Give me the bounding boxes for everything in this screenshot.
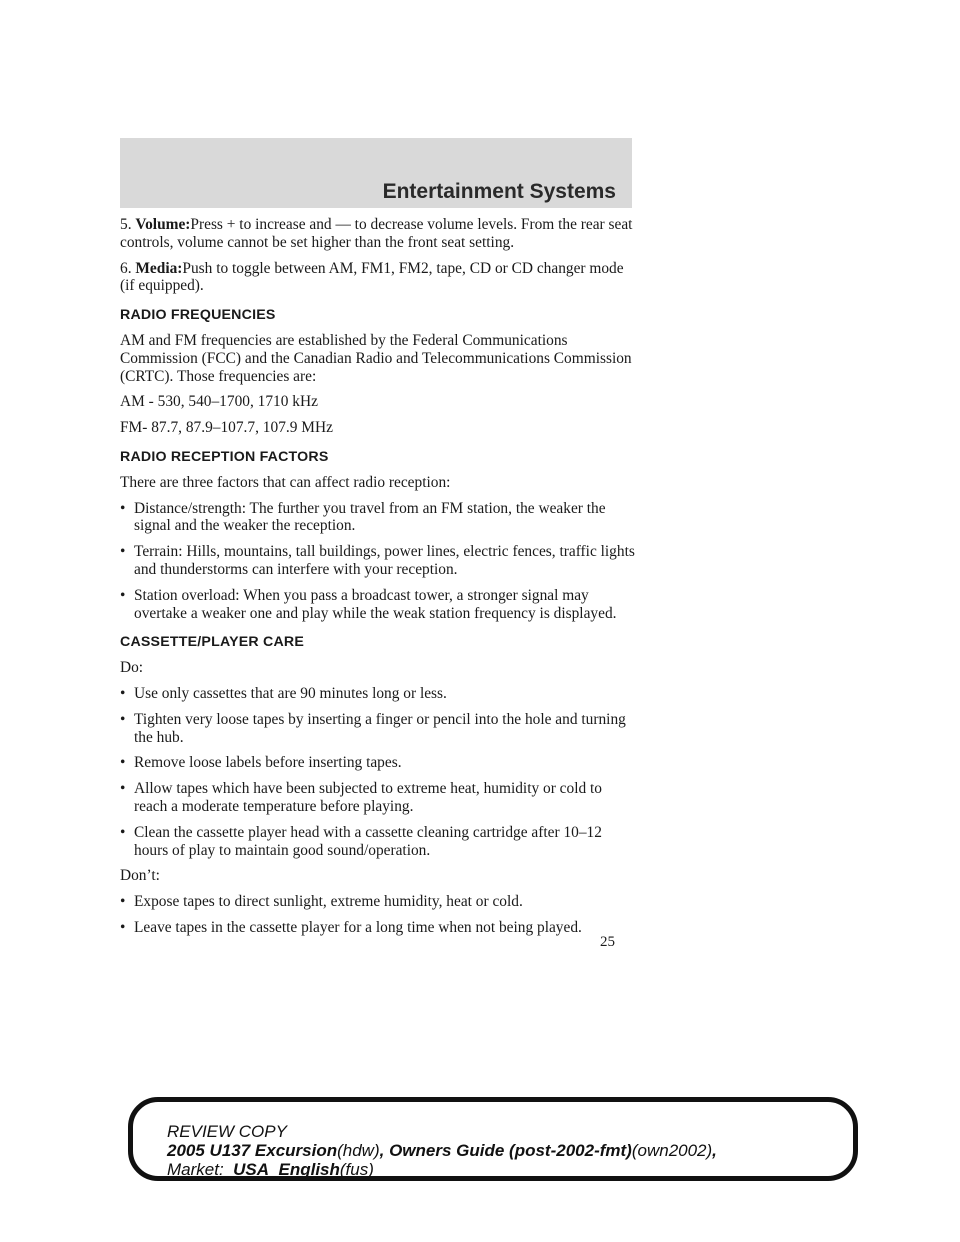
market-value: USA_English (233, 1160, 340, 1179)
bullet-icon: • (120, 754, 126, 772)
model-code: (hdw) (337, 1141, 380, 1160)
bullet-text: Tighten very loose tapes by inserting a finger or pencil into the hole and turning the hub. (134, 710, 626, 746)
fm-frequencies: FM- 87.7, 87.9–107.7, 107.9 MHz (120, 419, 333, 437)
bullet-icon: • (120, 780, 126, 798)
bullet-icon: • (120, 823, 126, 841)
list-item (120, 685, 635, 703)
bullet-text: Terrain: Hills, mountains, tall buildings, power lines, electric fences, traffic lights and thunderstorms can interfere with your reception. (134, 543, 635, 578)
page-content (120, 216, 635, 945)
do-label: Do: (120, 659, 144, 677)
header-band (120, 138, 632, 208)
list-item (120, 711, 635, 747)
list-item (120, 824, 635, 860)
review-copy-box (128, 1097, 858, 1181)
list-item (120, 543, 635, 579)
bullet-text: Use only cassettes that are 90 minutes long or less. (134, 684, 447, 702)
bullet-icon: • (120, 893, 126, 911)
item-text: Push to toggle between AM, FM1, FM2, tape, CD or CD changer mode (if equipped). (120, 259, 624, 295)
item-media (120, 260, 635, 296)
dont-label: Don’t: (120, 867, 160, 885)
bullet-icon: • (120, 684, 126, 702)
market-label: Market: (167, 1160, 224, 1179)
bullet-text: Leave tapes in the cassette player for a long time when not being played. (134, 918, 582, 936)
bullet-icon: • (120, 586, 126, 604)
item-number: 6. (120, 259, 132, 277)
list-item (120, 587, 635, 623)
bullet-text: Allow tapes which have been subjected to extreme heat, humidity or cold to reach a moderate temperature before playing. (134, 780, 602, 815)
bullet-icon: • (120, 543, 126, 561)
bullet-icon: • (120, 918, 126, 936)
section-title: Entertainment Systems (382, 180, 616, 203)
heading-radio-frequencies: RADIO FREQUENCIES (120, 307, 276, 324)
item-text: Press + to increase and — to decrease volume levels. From the rear seat controls, volume cannot be set higher than the front seat setting. (120, 216, 633, 251)
guide-code: (own2002) (631, 1141, 713, 1160)
bullet-text: Clean the cassette player head with a cassette cleaning cartridge after 10–12 hours of play to maintain good sound/operation. (134, 823, 602, 859)
paragraph: There are three factors that can affect radio reception: (120, 473, 451, 491)
list-item (120, 919, 635, 937)
separator: , (712, 1141, 717, 1160)
bullet-icon: • (120, 710, 126, 728)
am-frequencies: AM - 530, 540–1700, 1710 kHz (120, 393, 318, 411)
model-name: 2005 U137 Excursion (167, 1141, 338, 1160)
bullet-text: Station overload: When you pass a broadcast tower, a stronger signal may overtake a weaker one and play while the weak station frequency is displayed. (134, 586, 617, 622)
list-item (120, 893, 635, 911)
review-line-3 (167, 1160, 843, 1179)
review-copy-text (167, 1122, 843, 1179)
list-item (120, 500, 635, 536)
item-label: Volume: (135, 216, 191, 233)
page-number: 25 (600, 934, 615, 950)
guide-name: Owners Guide (post-2002-fmt) (389, 1141, 632, 1160)
list-item (120, 754, 635, 772)
market-code: (fus) (339, 1160, 374, 1179)
bullet-icon: • (120, 499, 126, 517)
item-volume (120, 216, 635, 252)
list-item (120, 780, 635, 816)
review-line-1: REVIEW COPY (167, 1122, 287, 1141)
bullet-text: Remove loose labels before inserting tapes. (134, 754, 402, 772)
heading-cassette-care: CASSETTE/PLAYER CARE (120, 634, 305, 651)
bullet-text: Distance/strength: The further you travel from an FM station, the weaker the signal and the weaker the reception. (134, 499, 606, 535)
heading-reception-factors: RADIO RECEPTION FACTORS (120, 448, 329, 465)
review-line-2 (167, 1141, 843, 1160)
separator: , (379, 1141, 390, 1160)
bullet-text: Expose tapes to direct sunlight, extreme humidity, heat or cold. (134, 893, 523, 911)
item-label: Media: (135, 259, 183, 277)
paragraph: AM and FM frequencies are established by the Federal Communications Commission (FCC) and the Canadian Radio and Telecommunications Commission (CRTC). Those frequencies are: (120, 331, 632, 385)
item-number: 5. (120, 216, 132, 233)
